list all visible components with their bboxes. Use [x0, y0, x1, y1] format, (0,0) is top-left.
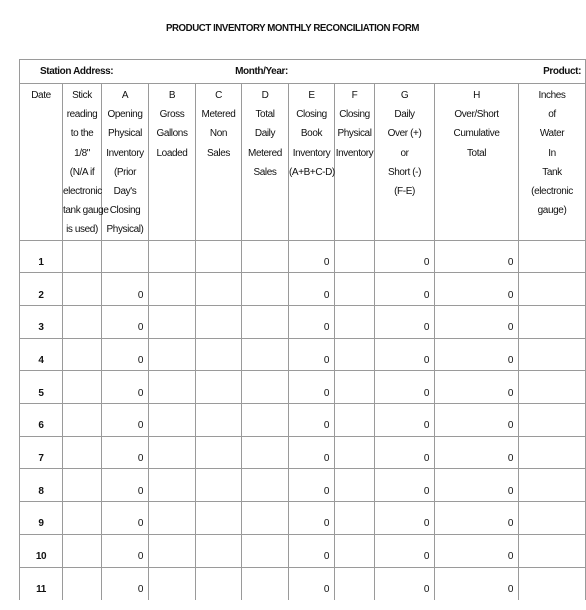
- closing-book-cell[interactable]: 0: [289, 436, 335, 469]
- metered-sales-cell[interactable]: [242, 469, 289, 502]
- header-line: (A+B+C-D): [289, 166, 335, 178]
- daily-over-short-header: [375, 84, 435, 241]
- month-year-label: Month/Year:: [149, 60, 375, 84]
- header-line: Physical): [106, 224, 144, 236]
- header-line: (F-E): [394, 186, 415, 198]
- header-line: Daily: [394, 109, 415, 121]
- stick-cell[interactable]: [63, 306, 102, 339]
- header-line: or: [400, 147, 409, 159]
- closing-physical-cell[interactable]: [335, 502, 375, 535]
- header-line: Closing: [339, 109, 370, 121]
- metered-non-cell[interactable]: [196, 502, 242, 535]
- inches-cell[interactable]: [519, 567, 586, 600]
- closing-physical-header: [335, 84, 375, 241]
- closing-book-cell[interactable]: 0: [289, 534, 335, 567]
- closing-book-cell[interactable]: 0: [289, 469, 335, 502]
- stick-cell[interactable]: [63, 469, 102, 502]
- table-row: [20, 534, 586, 567]
- header-line: is used): [66, 224, 98, 236]
- stick-cell[interactable]: [63, 436, 102, 469]
- header-line: Inventory: [292, 147, 331, 159]
- gross-cell[interactable]: [149, 534, 196, 567]
- header-line: of: [548, 109, 556, 121]
- header-line: Closing: [296, 109, 327, 121]
- header-line: Date: [31, 90, 51, 101]
- station-address-label: Station Address:: [20, 60, 149, 84]
- header-line: Total: [466, 147, 487, 159]
- header-line: F: [351, 90, 358, 101]
- metered-sales-cell[interactable]: [242, 534, 289, 567]
- cumulative-cell[interactable]: 0: [435, 306, 519, 339]
- inches-water-header: [519, 84, 586, 241]
- cumulative-cell[interactable]: 0: [435, 469, 519, 502]
- header-line: Physical: [107, 128, 143, 140]
- gross-cell[interactable]: [149, 338, 196, 371]
- header-line: Over (+): [387, 128, 422, 140]
- date-cell: 10: [20, 534, 63, 567]
- product-label: Product:: [375, 60, 586, 84]
- table-row: [20, 567, 586, 600]
- inches-cell[interactable]: [519, 371, 586, 404]
- header-line: Total: [255, 109, 275, 121]
- closing-physical-cell[interactable]: [335, 436, 375, 469]
- cumulative-cell[interactable]: 0: [435, 436, 519, 469]
- over-short-cell[interactable]: 0: [375, 306, 435, 339]
- date-cell: 6: [20, 404, 63, 437]
- header-line: A: [121, 90, 129, 101]
- metered-sales-cell[interactable]: [242, 273, 289, 306]
- header-line: E: [308, 90, 315, 101]
- date-cell: 4: [20, 338, 63, 371]
- table-row: [20, 404, 586, 437]
- reconciliation-table: [19, 59, 586, 600]
- opening-cell[interactable]: 0: [102, 469, 149, 502]
- gross-cell[interactable]: [149, 436, 196, 469]
- inches-cell[interactable]: [519, 436, 586, 469]
- inches-cell[interactable]: [519, 469, 586, 502]
- gross-cell[interactable]: [149, 306, 196, 339]
- gross-cell[interactable]: [149, 371, 196, 404]
- header-line: Water: [539, 128, 565, 140]
- metered-sales-cell[interactable]: [242, 567, 289, 600]
- opening-cell[interactable]: 0: [102, 338, 149, 371]
- opening-cell[interactable]: 0: [102, 306, 149, 339]
- table-row: [20, 371, 586, 404]
- closing-book-cell[interactable]: 0: [289, 404, 335, 437]
- stick-cell[interactable]: [63, 371, 102, 404]
- header-line: (electronic: [531, 186, 573, 198]
- metered-non-cell[interactable]: [196, 567, 242, 600]
- cumulative-cell[interactable]: 0: [435, 240, 519, 273]
- over-short-cell[interactable]: 0: [375, 404, 435, 437]
- table-row: [20, 469, 586, 502]
- over-short-cell[interactable]: 0: [375, 502, 435, 535]
- header-line: Non: [209, 128, 228, 140]
- date-cell: 5: [20, 371, 63, 404]
- over-short-cell[interactable]: 0: [375, 469, 435, 502]
- header-line: Sales: [253, 166, 277, 178]
- closing-physical-cell[interactable]: [335, 469, 375, 502]
- metered-non-cell[interactable]: [196, 240, 242, 273]
- metered-non-cell[interactable]: [196, 273, 242, 306]
- metered-non-cell[interactable]: [196, 436, 242, 469]
- opening-cell[interactable]: 0: [102, 404, 149, 437]
- metered-non-sales-header: [196, 84, 242, 241]
- metered-non-cell[interactable]: [196, 338, 242, 371]
- closing-physical-cell[interactable]: [335, 371, 375, 404]
- cumulative-cell[interactable]: 0: [435, 567, 519, 600]
- header-line: Gallons: [156, 128, 188, 140]
- header-line: Book: [300, 128, 323, 140]
- stick-reading-header: [63, 84, 109, 241]
- header-line: reading: [66, 109, 98, 121]
- closing-physical-cell[interactable]: [335, 534, 375, 567]
- cumulative-cell[interactable]: 0: [435, 338, 519, 371]
- header-line: Inches: [538, 90, 566, 101]
- stick-cell[interactable]: [63, 240, 102, 273]
- table-row: [20, 306, 586, 339]
- over-short-cell[interactable]: 0: [375, 338, 435, 371]
- opening-cell[interactable]: 0: [102, 534, 149, 567]
- closing-book-cell[interactable]: 0: [289, 567, 335, 600]
- closing-physical-cell[interactable]: [335, 306, 375, 339]
- date-cell: 2: [20, 273, 63, 306]
- metered-non-cell[interactable]: [196, 371, 242, 404]
- header-line: Closing: [109, 205, 141, 217]
- header-line: Metered: [248, 147, 282, 159]
- closing-physical-cell[interactable]: [335, 567, 375, 600]
- opening-cell[interactable]: 0: [102, 567, 149, 600]
- header-line: to the: [70, 128, 94, 140]
- header-line: Stick: [72, 90, 92, 101]
- table-row: [20, 502, 586, 535]
- header-line: tank gauge: [63, 205, 109, 217]
- metered-non-cell[interactable]: [196, 534, 242, 567]
- header-line: H: [473, 90, 480, 101]
- date-cell: 8: [20, 469, 63, 502]
- date-header: [20, 84, 63, 241]
- over-short-cell[interactable]: 0: [375, 273, 435, 306]
- inches-cell[interactable]: [519, 306, 586, 339]
- cumulative-cell[interactable]: 0: [435, 502, 519, 535]
- stick-cell[interactable]: [63, 502, 102, 535]
- header-line: Daily: [254, 128, 276, 140]
- metered-non-cell[interactable]: [196, 404, 242, 437]
- header-line: gauge): [537, 205, 567, 217]
- gross-cell[interactable]: [149, 567, 196, 600]
- metered-non-cell[interactable]: [196, 306, 242, 339]
- date-cell: 7: [20, 436, 63, 469]
- header-line: Opening: [107, 109, 143, 121]
- metered-sales-cell[interactable]: [242, 436, 289, 469]
- table-row: [20, 273, 586, 306]
- header-line: Day's: [113, 186, 137, 198]
- closing-book-header: [289, 84, 335, 241]
- closing-physical-cell[interactable]: [335, 404, 375, 437]
- date-cell: 1: [20, 240, 63, 273]
- header-line: Physical: [337, 128, 372, 140]
- table-row: [20, 436, 586, 469]
- opening-cell[interactable]: 0: [102, 273, 149, 306]
- over-short-cell[interactable]: 0: [375, 240, 435, 273]
- closing-physical-cell[interactable]: [335, 338, 375, 371]
- cumulative-cell[interactable]: 0: [435, 534, 519, 567]
- gross-cell[interactable]: [149, 469, 196, 502]
- gross-cell[interactable]: [149, 240, 196, 273]
- closing-book-cell[interactable]: 0: [289, 371, 335, 404]
- metered-sales-cell[interactable]: [242, 502, 289, 535]
- closing-physical-cell[interactable]: [335, 240, 375, 273]
- stick-cell[interactable]: [63, 404, 102, 437]
- gross-gallons-header: [149, 84, 196, 241]
- metered-sales-cell[interactable]: [242, 306, 289, 339]
- header-line: Gross: [159, 109, 185, 121]
- inches-cell[interactable]: [519, 273, 586, 306]
- gross-cell[interactable]: [149, 273, 196, 306]
- header-line: B: [168, 90, 176, 101]
- header-line: Cumulative: [453, 128, 500, 140]
- header-line: G: [400, 90, 409, 101]
- column-header-row: [20, 84, 586, 241]
- inches-cell[interactable]: [519, 404, 586, 437]
- inches-cell[interactable]: [519, 338, 586, 371]
- metered-non-cell[interactable]: [196, 469, 242, 502]
- metered-sales-cell[interactable]: [242, 371, 289, 404]
- opening-cell[interactable]: 0: [102, 371, 149, 404]
- stick-cell[interactable]: [63, 567, 102, 600]
- opening-cell[interactable]: 0: [102, 436, 149, 469]
- over-short-cell[interactable]: 0: [375, 436, 435, 469]
- inches-cell[interactable]: [519, 534, 586, 567]
- stick-cell[interactable]: [63, 273, 102, 306]
- table-row: [20, 240, 586, 273]
- closing-book-cell[interactable]: 0: [289, 306, 335, 339]
- inches-cell[interactable]: [519, 240, 586, 273]
- over-short-cell[interactable]: 0: [375, 567, 435, 600]
- header-line: electronic: [63, 186, 102, 198]
- closing-book-cell[interactable]: 0: [289, 502, 335, 535]
- opening-cell[interactable]: [102, 240, 149, 273]
- header-line: Inventory: [106, 147, 144, 159]
- closing-physical-cell[interactable]: [335, 273, 375, 306]
- header-line: 1/8": [74, 147, 90, 159]
- header-line: (N/A if: [69, 166, 95, 178]
- cumulative-cell[interactable]: 0: [435, 273, 519, 306]
- cumulative-cell[interactable]: 0: [435, 371, 519, 404]
- form-title: PRODUCT INVENTORY MONTHLY RECONCILIATION FORM: [165, 22, 420, 34]
- header-line: In: [548, 147, 556, 159]
- header-line: Loaded: [156, 147, 188, 159]
- stick-cell[interactable]: [63, 534, 102, 567]
- closing-book-cell[interactable]: 0: [289, 240, 335, 273]
- date-cell: 11: [20, 567, 63, 600]
- over-short-cell[interactable]: 0: [375, 371, 435, 404]
- header-line: Short (-): [387, 166, 422, 178]
- opening-cell[interactable]: 0: [102, 502, 149, 535]
- closing-book-cell[interactable]: 0: [289, 273, 335, 306]
- header-line: (Prior: [113, 166, 137, 178]
- cumulative-cell[interactable]: 0: [435, 404, 519, 437]
- date-cell: 9: [20, 502, 63, 535]
- header-line: Inventory: [335, 147, 374, 159]
- info-row: [20, 60, 586, 84]
- header-line: Sales: [206, 147, 230, 159]
- gross-cell[interactable]: [149, 404, 196, 437]
- gross-cell[interactable]: [149, 502, 196, 535]
- header-line: Metered: [201, 109, 236, 121]
- over-short-cell[interactable]: 0: [375, 534, 435, 567]
- header-line: D: [261, 90, 269, 101]
- date-cell: 3: [20, 306, 63, 339]
- metered-sales-cell[interactable]: [242, 404, 289, 437]
- table-row: [20, 338, 586, 371]
- closing-book-cell[interactable]: 0: [289, 338, 335, 371]
- header-line: Tank: [542, 166, 562, 178]
- inches-cell[interactable]: [519, 502, 586, 535]
- header-line: Over/Short: [454, 109, 499, 121]
- opening-physical-header: [102, 84, 149, 241]
- header-line: C: [215, 90, 222, 101]
- cumulative-total-header: [435, 84, 519, 241]
- metered-sales-cell[interactable]: [242, 240, 289, 273]
- metered-sales-cell[interactable]: [242, 338, 289, 371]
- total-daily-sales-header: [242, 84, 289, 241]
- stick-cell[interactable]: [63, 338, 102, 371]
